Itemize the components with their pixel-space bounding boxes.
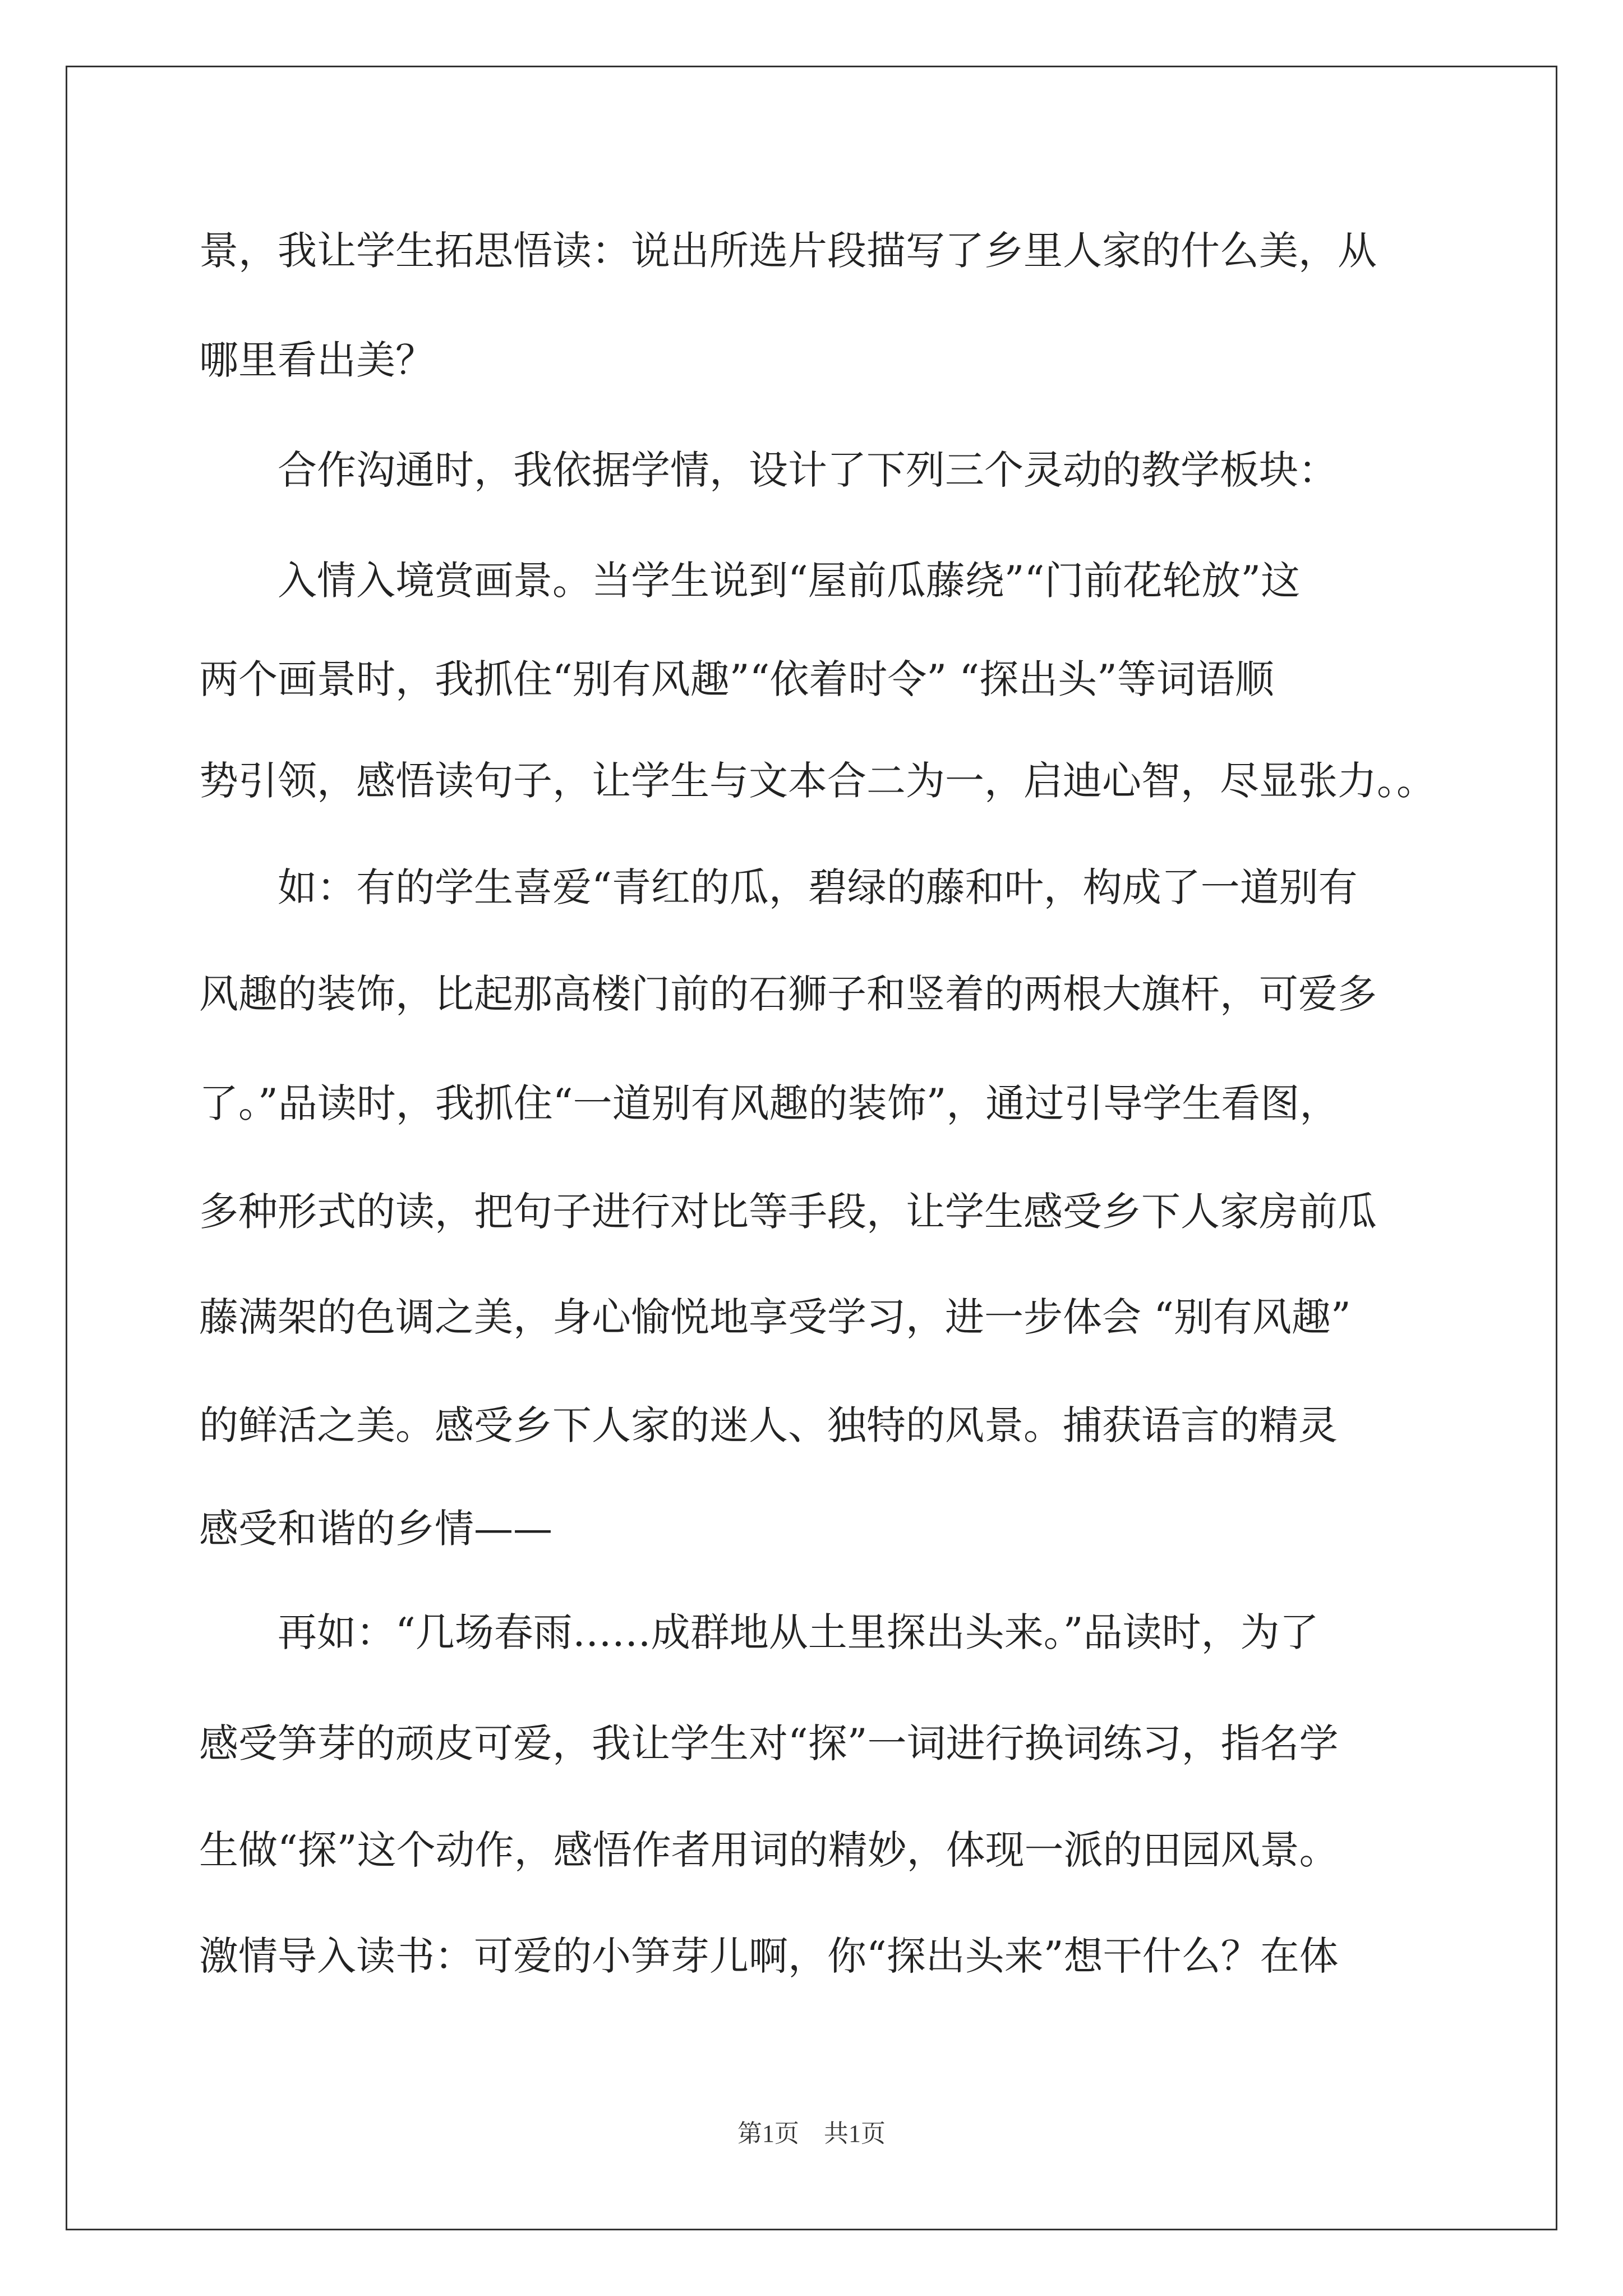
text-line: 势引领，感悟读句子，让学生与文本合二为一，启迪心智，尽显张力。。 (199, 758, 1436, 804)
text-line: 感受笋芽的顽皮可爱，我让学生对“探”一词进行换词练习，指名学 (199, 1720, 1339, 1766)
page-border (66, 66, 1557, 2230)
text-line: 多种形式的读，把句子进行对比等手段，让学生感受乡下人家房前瓜 (199, 1189, 1377, 1235)
text-line: 哪里看出美？ (199, 337, 435, 383)
text-line: 两个画景时，我抓住“别有风趣”“依着时令” “探出头”等词语顺 (199, 656, 1274, 702)
text-line: 景，我让学生拓思悟读：说出所选片段描写了乡里人家的什么美，从 (199, 228, 1377, 274)
text-line: 激情导入读书：可爱的小笋芽儿啊，你“探出头来”想干什么？在体 (199, 1933, 1339, 1979)
text-line: 了。”品读时，我抓住“一道别有风趣的装饰”，通过引导学生看图， (199, 1080, 1339, 1126)
page-footer: 第1页 共1页 (737, 2120, 886, 2147)
text-line: 入情入境赏画景。当学生说到“屋前瓜藤绕”“门前花轮放”这 (278, 558, 1301, 604)
text-line: 合作沟通时，我依据学情，设计了下列三个灵动的教学板块： (278, 447, 1338, 493)
text-line: 如：有的学生喜爱“青红的瓜，碧绿的藤和叶，构成了一道别有 (278, 864, 1358, 910)
text-line: 藤满架的色调之美，身心愉悦地享受学习，进一步体会 “别有风趣” (199, 1294, 1351, 1340)
text-line: 风趣的装饰，比起那高楼门前的石狮子和竖着的两根大旗杆，可爱多 (199, 971, 1377, 1017)
text-line: 感受和谐的乡情—— (199, 1506, 552, 1552)
text-line: 再如：“几场春雨……成群地从土里探出头来。”品读时，为了 (278, 1609, 1319, 1655)
text-line: 的鲜活之美。感受乡下人家的迷人、独特的风景。捕获语言的精灵 (199, 1402, 1338, 1448)
text-line: 生做“探”这个动作，感悟作者用词的精妙，体现一派的田园风景。 (199, 1827, 1339, 1873)
